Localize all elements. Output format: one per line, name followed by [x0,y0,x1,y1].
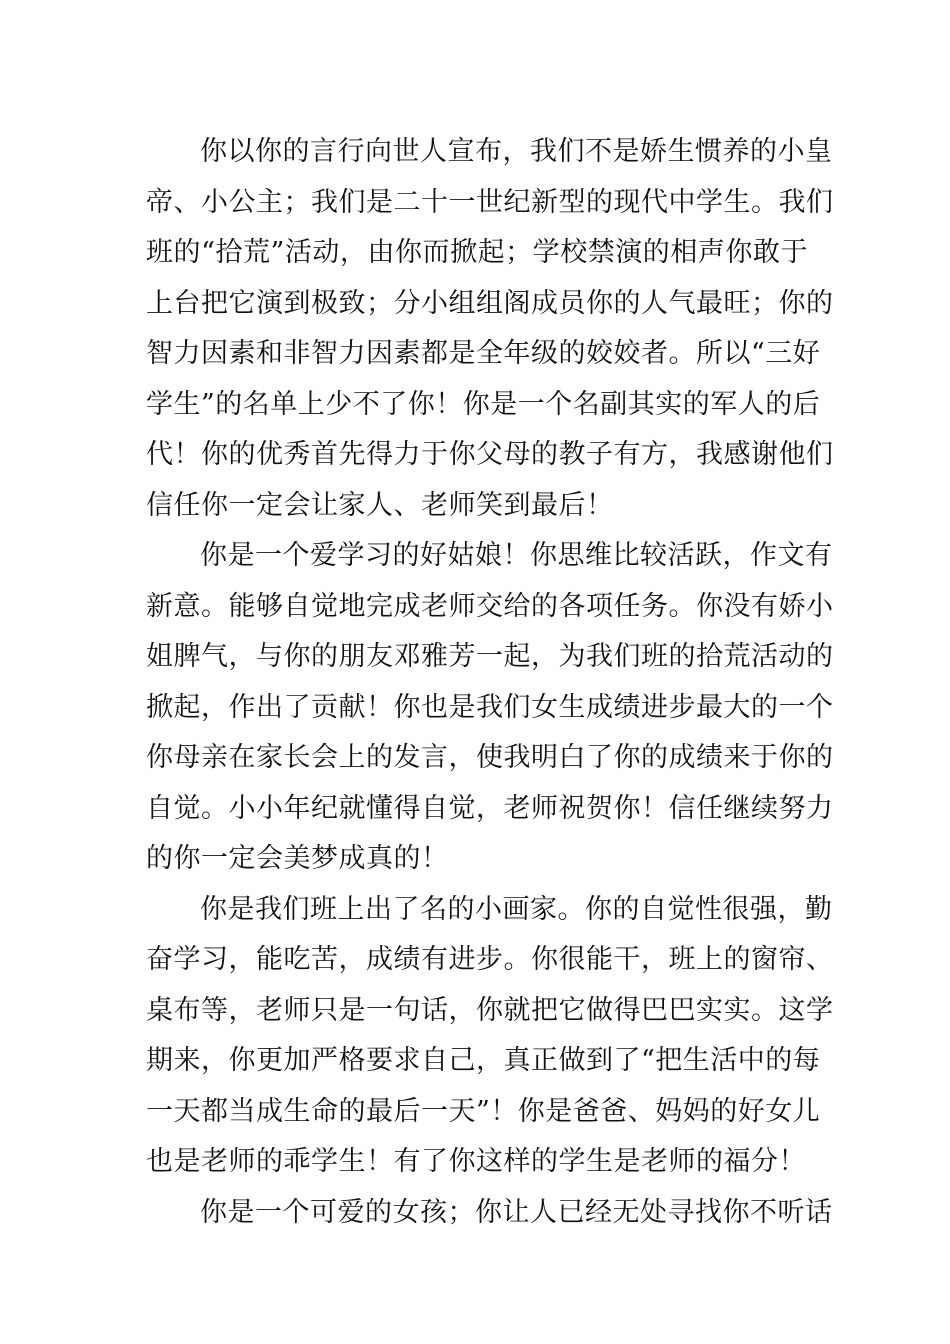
paragraph-line: 你是我们班上出了名的小画家。你的自觉性很强，勤 [200,893,833,925]
paragraph-line: 的你一定会美梦成真的！ [146,843,449,874]
paragraph-line: 你是一个爱学习的好姑娘！你思维比较活跃，作文有 [200,540,833,571]
paragraph-line: 奋学习，能吃苦，成绩有进步。你很能干，班上的窗帘、 [146,944,834,975]
paragraph-line: 期来，你更加严格要求自己，真正做到了“把生活中的每 [146,1045,821,1076]
paragraph-line: 你是一个可爱的女孩；你让人已经无处寻找你不听话 [200,1196,833,1228]
paragraph-line: 新意。能够自觉地完成老师交给的各项任务。你没有娇小 [146,590,834,622]
paragraph-line: 你母亲在家长会上的发言，使我明白了你的成绩来于你的 [146,742,834,773]
paragraph-line: 信任你一定会让家人、老师笑到最后！ [146,489,614,521]
paragraph-line: 你以你的言行向世人宣布，我们不是娇生惯养的小皇 [200,136,833,167]
paragraph-line: 掀起，作出了贡献！你也是我们女生成绩进步最大的一个 [146,691,834,723]
paragraph-line: 姐脾气，与你的朋友邓雅芳一起，为我们班的拾荒活动的 [146,641,834,672]
paragraph-2 [146,531,834,885]
paragraph-4 [146,1188,833,1239]
paragraph-line: 上台把它演到极致；分小组组阁成员你的人气最旺；你的 [146,287,834,319]
paragraph-3 [146,885,834,1188]
paragraph-line: 也是老师的乖学生！有了你这样的学生是老师的福分！ [146,1146,806,1177]
paragraph-line: 智力因素和非智力因素都是全年级的姣姣者。所以“三好 [146,338,821,369]
paragraph-line: 学生”的名单上少不了你！你是一个名副其实的军人的后 [146,388,821,420]
paragraph-line: 自觉。小小年纪就懂得自觉，老师祝贺你！信任继续努力 [146,792,834,824]
paragraph-line: 帝、小公主；我们是二十一世纪新型的现代中学生。我们 [146,186,834,218]
paragraph-line: 班的“拾荒”活动，由你而掀起；学校禁演的相声你敢于 [146,237,808,268]
paragraph-line: 代！你的优秀首先得力于你父母的教子有方，我感谢他们 [146,439,834,470]
paragraph-line: 一天都当成生命的最后一天”！你是爸爸、妈妈的好女儿 [146,1095,821,1127]
paragraph-1 [146,127,834,531]
document-body [146,127,834,1238]
paragraph-line: 桌布等，老师只是一句话，你就把它做得巴巴实实。这学 [146,994,834,1026]
